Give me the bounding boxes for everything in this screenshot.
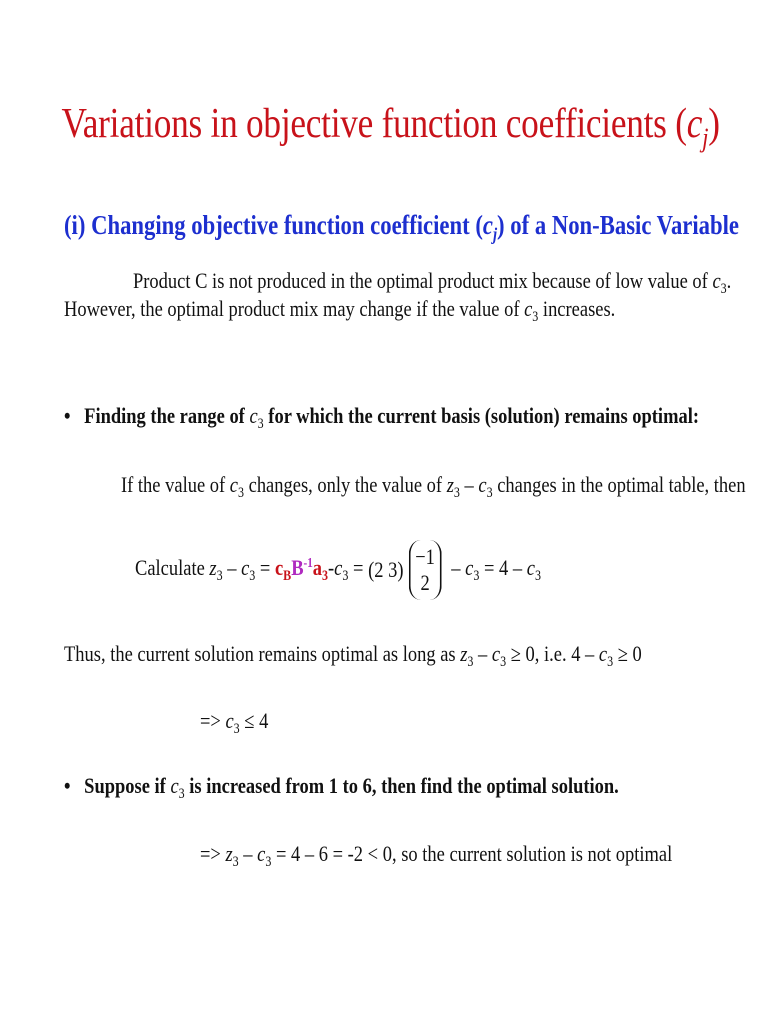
- bullet-marker: •: [64, 773, 71, 798]
- calc-rhs-c: c: [465, 555, 474, 581]
- bullet1-pre: Finding the range of: [84, 403, 250, 428]
- section-heading: [64, 210, 739, 245]
- col-vector-top: −1: [415, 544, 435, 569]
- thus-c2-sub: 3: [607, 654, 614, 670]
- calc-a-sub: 3: [322, 568, 329, 585]
- calc-z-sub: 3: [216, 568, 223, 585]
- implies1-c: c: [225, 708, 234, 733]
- calc-cb: c: [274, 555, 284, 581]
- changes-c: c: [229, 472, 238, 497]
- changes-z-sub: 3: [453, 485, 460, 501]
- calc-row-vector: (2 3): [368, 557, 404, 582]
- bullet1-symbol: c: [249, 403, 258, 428]
- bullet2-symbol: c: [170, 773, 179, 798]
- changes-minus: –: [459, 472, 479, 497]
- implies2-z: z: [225, 841, 233, 866]
- calc-z: z: [209, 555, 217, 581]
- calc-rhs-c2-sub: 3: [534, 568, 541, 585]
- section-prefix: (i) Changing objective function coefficient (: [64, 210, 483, 240]
- bullet-suppose: [64, 773, 619, 803]
- intro-line1-post: .: [726, 268, 732, 293]
- title-open-paren: (: [675, 101, 687, 147]
- implies-not-optimal: [200, 841, 672, 871]
- implies2-arrow: =>: [200, 841, 226, 866]
- calc-minus-c-sym: c: [334, 555, 343, 581]
- calc-binv: B: [291, 555, 304, 581]
- thus-line: [64, 641, 642, 671]
- calc-a: a: [312, 555, 323, 581]
- calculate-equation: [135, 540, 541, 600]
- intro-line-1: [133, 268, 731, 298]
- title-text: Variations in objective function coefficients: [61, 101, 667, 147]
- calc-rhs-c2: c: [526, 555, 535, 581]
- bullet2-sub: 3: [178, 786, 185, 802]
- calc-eq2: =: [348, 555, 369, 581]
- section-symbol-sub: j: [492, 224, 498, 245]
- thus-c2: c: [598, 641, 608, 666]
- implies2-post: = 4 – 6 = -2 < 0, so the current solution is not optimal: [271, 841, 673, 866]
- title-close-paren: ): [708, 101, 720, 147]
- calc-minus: –: [222, 555, 242, 581]
- calc-minus-c: -: [328, 555, 335, 581]
- calc-c: c: [241, 555, 250, 581]
- implies2-c-sub: 3: [265, 854, 272, 870]
- slide-title: [61, 100, 720, 154]
- calc-column-vector: [409, 540, 442, 600]
- col-vector-bottom: 2: [420, 570, 430, 595]
- bullet1-sub: 3: [257, 416, 264, 432]
- thus-mid: ≥ 0, i.e. 4 –: [506, 641, 599, 666]
- implies2-z-sub: 3: [232, 854, 239, 870]
- bullet1-post: for which the current basis (solution) remains optimal:: [263, 403, 700, 428]
- section-symbol: c: [482, 210, 493, 240]
- calc-binv-sup: -1: [303, 555, 313, 571]
- title-symbol: c: [686, 101, 703, 147]
- title-symbol-sub: j: [702, 122, 709, 153]
- implies-c3-le-4: [200, 708, 268, 738]
- implies2-minus: –: [238, 841, 258, 866]
- thus-z-sub: 3: [467, 654, 474, 670]
- thus-pre: Thus, the current solution remains optimal as long as: [64, 641, 461, 666]
- thus-minus: –: [473, 641, 492, 666]
- section-suffix: ) of a Non-Basic Variable: [497, 210, 739, 240]
- changes-c2: c: [478, 472, 487, 497]
- changes-z: z: [446, 472, 454, 497]
- calc-rhs-c-sub: 3: [473, 568, 480, 585]
- calc-rhs-mid: = 4 –: [479, 555, 527, 581]
- intro-line2-symbol: c: [524, 296, 533, 321]
- intro-line1-symbol: c: [712, 268, 721, 293]
- bullet2-pre: Suppose if: [84, 773, 171, 798]
- calc-label: Calculate: [135, 555, 210, 581]
- bullet2-post: is increased from 1 to 6, then find the optimal solution.: [184, 773, 619, 798]
- thus-post: ≥ 0: [613, 641, 642, 666]
- intro-line-2: [64, 296, 615, 326]
- implies2-c: c: [257, 841, 266, 866]
- calc-eq: =: [255, 555, 275, 581]
- bullet-range: [64, 403, 699, 433]
- changes-line: [121, 472, 746, 502]
- calc-minus-c-sub: 3: [342, 568, 349, 585]
- changes-pre: If the value of: [121, 472, 230, 497]
- implies1-c-sub: 3: [233, 721, 240, 737]
- implies1-post: ≤ 4: [239, 708, 269, 733]
- thus-c-sub: 3: [500, 654, 507, 670]
- intro-line2-text: However, the optimal product mix may change if the value of: [64, 296, 525, 321]
- changes-post: changes in the optimal table, then: [492, 472, 746, 497]
- thus-z: z: [460, 641, 468, 666]
- intro-line1-text: Product C is not produced in the optimal product mix because of low value of: [133, 268, 713, 293]
- intro-line2-sub: 3: [532, 309, 539, 325]
- implies1-arrow: =>: [200, 708, 226, 733]
- calc-cb-sub: B: [283, 568, 292, 585]
- intro-line1-sub: 3: [720, 281, 727, 297]
- intro-line2-post: increases.: [538, 296, 616, 321]
- changes-mid: changes, only the value of: [243, 472, 447, 497]
- bullet-marker: •: [64, 403, 71, 428]
- calc-rhs-pre: –: [446, 555, 466, 581]
- calc-c-sub: 3: [249, 568, 256, 585]
- changes-c-sub: 3: [237, 485, 244, 501]
- changes-c2-sub: 3: [486, 485, 493, 501]
- thus-c: c: [491, 641, 501, 666]
